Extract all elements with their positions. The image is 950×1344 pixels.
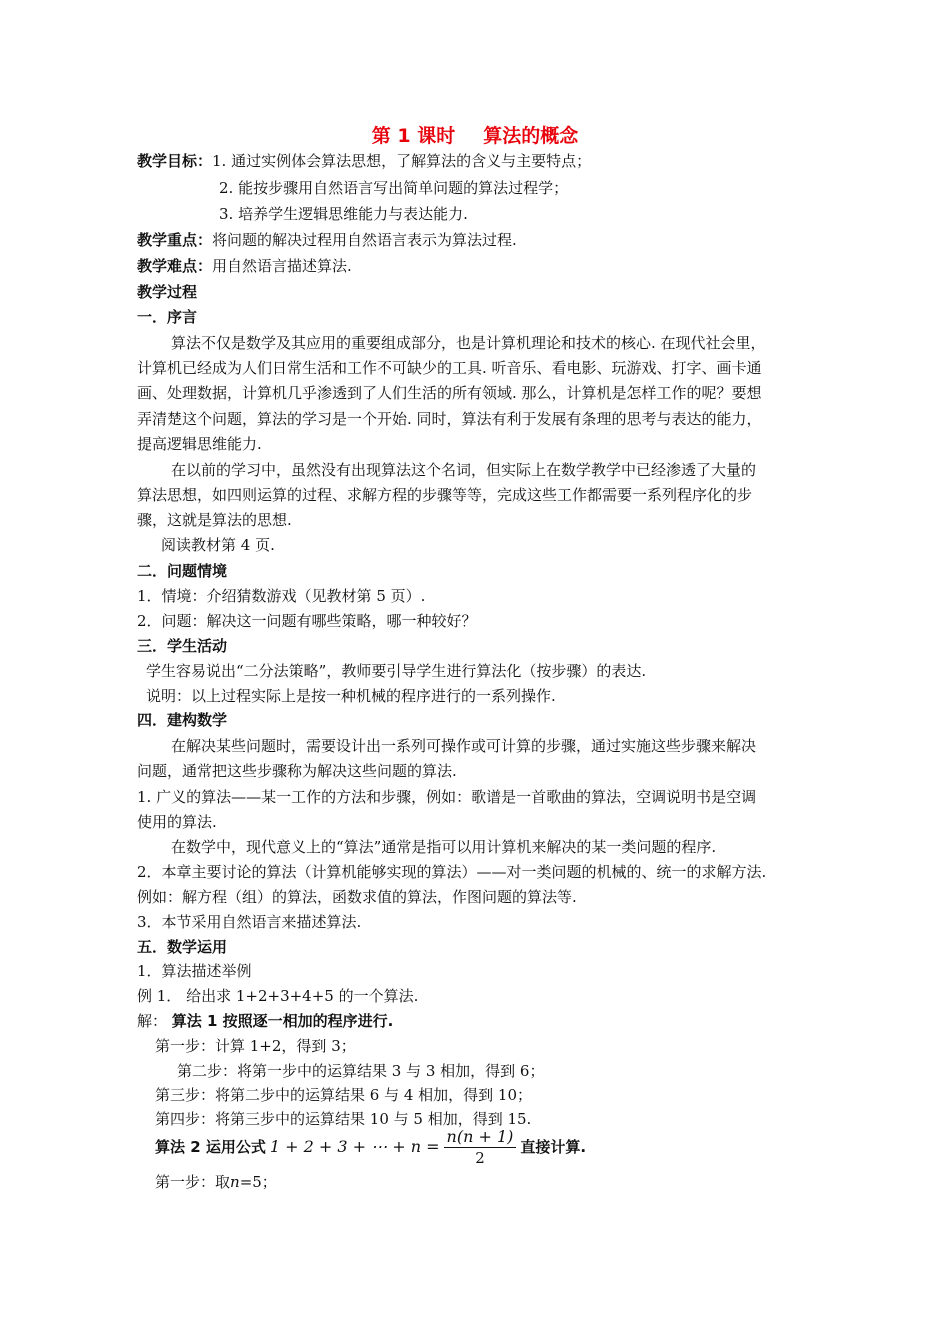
objectives-line-1 (137, 151, 591, 171)
solution-label: 解： (137, 1012, 168, 1030)
paragraph-line: 计算机已经成为人们日常生活和工作不可缺少的工具. 听音乐、看电影、玩游戏、打字、画卡通 (137, 359, 762, 377)
key-point-text: 将问题的解决过程用自然语言表示为算法过程. (212, 231, 517, 249)
paragraph-line: 弄清楚这个问题，算法的学习是一个开始. 同时，算法有利于发展有条理的思考与表达的能力， (137, 410, 762, 428)
difficulty-text: 用自然语言描述算法. (212, 257, 352, 275)
algorithm-2-prefix: 算法 2 运用公式 (155, 1138, 266, 1156)
variable-n: n (230, 1173, 240, 1191)
paragraph-line: 算法思想，如四则运算的过程、求解方程的步骤等等，完成这些工作都需要一系列程序化的步 (137, 486, 753, 504)
sum-formula-left: 1 + 2 + 3 + ⋯ + n = (269, 1137, 440, 1156)
lesson-topic: 算法的概念 (483, 125, 579, 147)
list-item: 1．情境：介绍猜数游戏（见教材第 5 页）. (137, 587, 426, 605)
paragraph-line: 画、处理数据，计算机几乎渗透到了人们生活的所有领域. 那么，计算机是怎样工作的呢？要想 (137, 384, 762, 402)
paragraph-line: 算法不仅是数学及其应用的重要组成部分，也是计算机理论和技术的核心. 在现代社会里， (171, 334, 766, 352)
section-heading-2: 二．问题情境 (137, 562, 228, 580)
objective-item: 2. 能按步骤用自然语言写出简单问题的算法过程学； (219, 179, 569, 197)
section-heading-1: 一．序言 (137, 308, 198, 326)
paragraph-line: 说明：以上过程实际上是按一种机械的程序进行的一系列操作. (146, 687, 556, 705)
algorithm-step: 第二步：将第一步中的运算结果 3 与 3 相加，得到 6； (177, 1062, 545, 1080)
section-heading-3: 三．学生活动 (137, 637, 228, 655)
paragraph-line: 在以前的学习中，虽然没有出现算法这个名词，但实际上在数学教学中已经渗透了大量的 (171, 461, 757, 479)
key-point-line (137, 230, 517, 250)
objectives-label: 教学目标： (137, 152, 213, 170)
paragraph-line: 1. 广义的算法——某一工作的方法和步骤，例如：歌谱是一首歌曲的算法，空调说明书是空调 (137, 788, 757, 806)
paragraph-line: 提高逻辑思维能力. (137, 435, 262, 453)
section-heading-4: 四．建构数学 (137, 711, 228, 729)
paragraph-line: 学生容易说出“二分法策略”，教师要引导学生进行算法化（按步骤）的表达. (146, 662, 647, 680)
paragraph-line: 骤，这就是算法的思想. (137, 511, 292, 529)
fraction-denominator: 2 (475, 1148, 485, 1167)
list-item: 2．问题：解决这一问题有哪些策略，哪一种较好？ (137, 612, 477, 630)
paragraph-line: 2．本章主要讨论的算法（计算机能够实现的算法）——对一类问题的机械的、统一的求解方法. (137, 863, 767, 881)
paragraph-line: 在数学中，现代意义上的“算法”通常是指可以用计算机来解决的某一类问题的程序. (171, 838, 717, 856)
paragraph-line: 例如：解方程（组）的算法，函数求值的算法，作图问题的算法等. (137, 888, 577, 906)
paragraph-line: 在解决某些问题时，需要设计出一系列可操作或可计算的步骤，通过实施这些步骤来解决 (171, 737, 757, 755)
objective-item: 3. 培养学生逻辑思维能力与表达能力. (219, 205, 468, 223)
subsection-heading: 1．算法描述举例 (137, 962, 252, 980)
algorithm-step: 第四步：将第三步中的运算结果 10 与 5 相加，得到 15. (155, 1110, 532, 1128)
paragraph-line: 3．本节采用自然语言来描述算法. (137, 913, 362, 931)
algorithm-step: 第一步：计算 1+2，得到 3； (155, 1037, 356, 1055)
algorithm-step: 第三步：将第二步中的运算结果 6 与 4 相加，得到 10； (155, 1086, 533, 1104)
algorithm-1-title: 算法 1 按照逐一相加的程序进行. (171, 1012, 394, 1030)
objective-item: 1. 通过实例体会算法思想，了解算法的含义与主要特点； (212, 152, 592, 170)
step-suffix: =5； (239, 1173, 277, 1191)
example-statement: 例 1． 给出求 1+2+3+4+5 的一个算法. (137, 987, 419, 1005)
difficulty-label: 教学难点： (137, 257, 213, 275)
algorithm-2-line (155, 1124, 586, 1170)
lesson-title (0, 124, 950, 148)
algorithm-2-step-1 (155, 1172, 277, 1192)
lesson-number: 第 1 课时 (371, 125, 456, 147)
paragraph-line: 使用的算法. (137, 813, 217, 831)
reading-note: 阅读教材第 4 页. (161, 536, 275, 554)
difficulty-line (137, 256, 352, 276)
algorithm-2-suffix: 直接计算. (520, 1138, 587, 1156)
fraction-numerator: n(n + 1) (444, 1127, 517, 1148)
paragraph-line: 问题，通常把这些步骤称为解决这些问题的算法. (137, 762, 457, 780)
sum-formula-fraction (444, 1127, 517, 1168)
process-heading: 教学过程 (137, 283, 198, 301)
key-point-label: 教学重点： (137, 231, 213, 249)
solution-line (137, 1011, 393, 1031)
step-prefix: 第一步：取 (155, 1173, 231, 1191)
section-heading-5: 五．数学运用 (137, 938, 228, 956)
